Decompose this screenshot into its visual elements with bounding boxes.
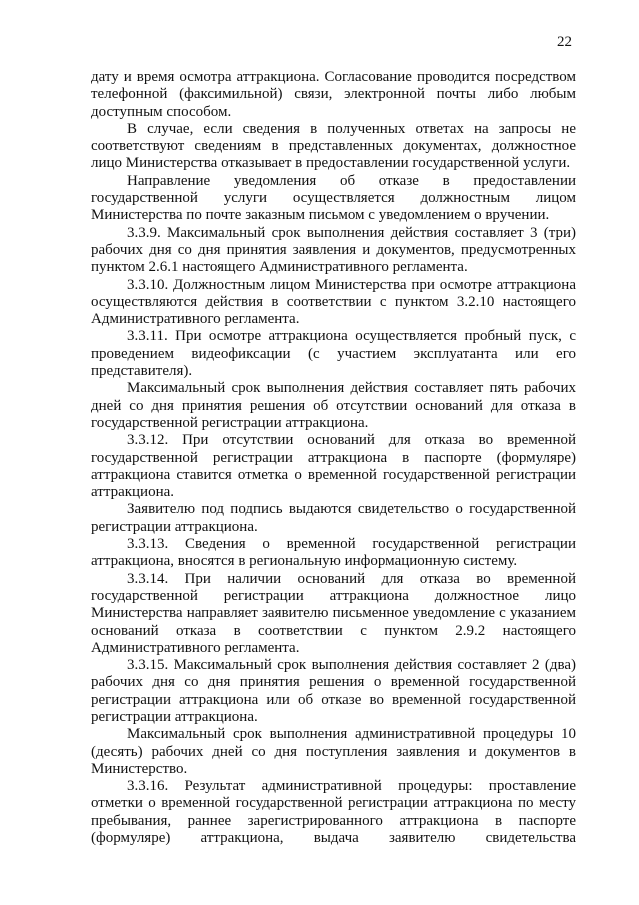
- paragraph: 3.3.11. При осмотре аттракциона осуществляется пробный пуск, с проведением видеофиксации (с участием эксплуатанта или его представителя).: [91, 328, 576, 380]
- paragraph: Максимальный срок выполнения административной процедуры 10 (десять) рабочих дней со дня поступления заявления и документов в Министерство.: [91, 726, 576, 777]
- paragraph: 3.3.16. Результат административной процедуры: проставление отметки о временной государственной регистрации аттракциона по месту пребывания, раннее зарегистрированного аттракциона в паспорте (формуляре) аттракциона, выдача заявителю свидетельства: [91, 778, 576, 847]
- page-number: 22: [557, 34, 572, 50]
- paragraph: Заявителю под подпись выдаются свидетельство о государственной регистрации аттракциона.: [91, 501, 576, 535]
- paragraph: 3.3.12. При отсутствии оснований для отказа во временной государственной регистрации аттракциона в паспорте (формуляре) аттракциона ставится отметка о временной государственной регистрации аттракциона.: [91, 432, 576, 501]
- paragraph: 3.3.10. Должностным лицом Министерства при осмотре аттракциона осуществляются действия в соответствии с пунктом 3.2.10 настоящего Административного регламента.: [91, 276, 576, 328]
- paragraph: Направление уведомления об отказе в предоставлении государственной услуги осуществляется должностным лицом Министерства по почте заказным письмом с уведомлением о вручении.: [91, 172, 576, 224]
- paragraph: 3.3.9. Максимальный срок выполнения действия составляет 3 (три) рабочих дня со дня принятия заявления и документов, предусмотренных пунктом 2.6.1 настоящего Административного регламента.: [91, 224, 576, 276]
- paragraph: дату и время осмотра аттракциона. Согласование проводится посредством телефонной (факсимильной) связи, электронной почты либо любым доступным способом.: [91, 69, 576, 120]
- body-text: [91, 69, 576, 847]
- paragraph: Максимальный срок выполнения действия составляет пять рабочих дней со дня принятия решения об отсутствии оснований для отказа в государственной регистрации аттракциона.: [91, 380, 576, 431]
- paragraph: В случае, если сведения в полученных ответах на запросы не соответствуют сведениям в представленных документах, должностное лицо Министерства отказывает в предоставлении государственной услуги.: [91, 120, 576, 172]
- paragraph: 3.3.13. Сведения о временной государственной регистрации аттракциона, вносятся в региональную информационную систему.: [91, 536, 576, 570]
- paragraph: 3.3.14. При наличии оснований для отказа во временной государственной регистрации аттракциона должностное лицо Министерства направляет заявителю письменное уведомление с указанием оснований отказа в соответствии с пунктом 2.9.2 настоящего Административного регламента.: [91, 570, 576, 656]
- paragraph: 3.3.15. Максимальный срок выполнения действия составляет 2 (два) рабочих дня со дня принятия решения о временной государственной регистрации аттракциона или об отказе во временной государственной регистрации аттракциона.: [91, 657, 576, 725]
